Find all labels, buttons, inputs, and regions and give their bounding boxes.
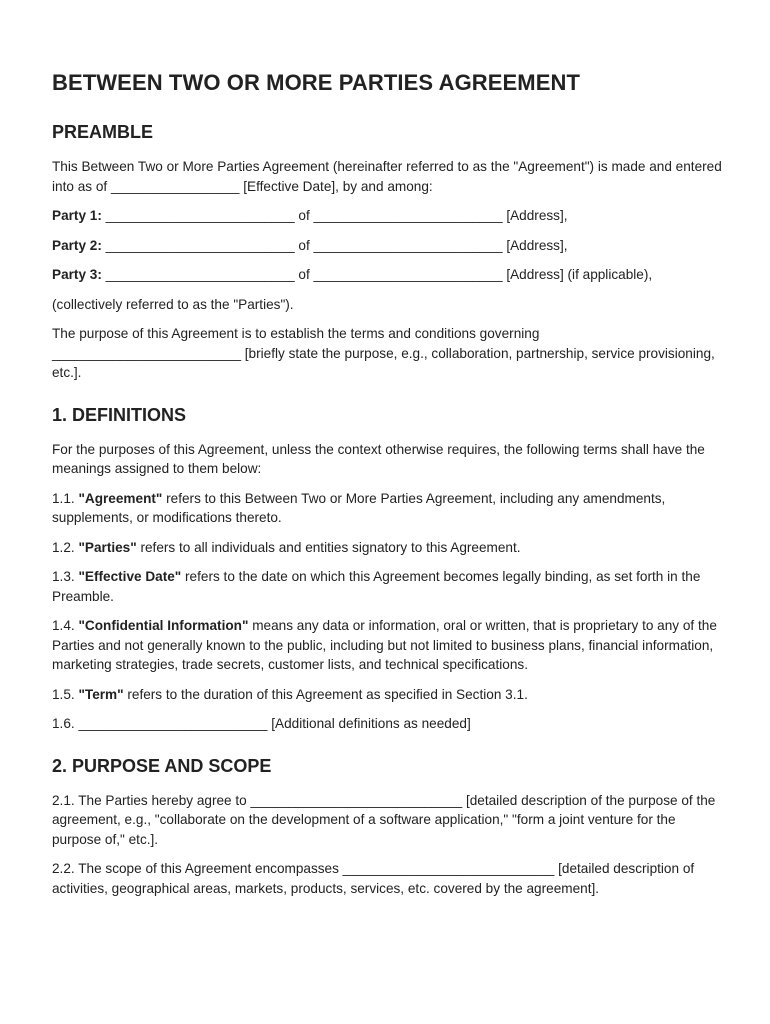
definition-1-4 — [52, 616, 722, 675]
definition-text: refers to all individuals and entities signatory to this Agreement. — [136, 539, 521, 555]
document-title: BETWEEN TWO OR MORE PARTIES AGREEMENT — [52, 70, 581, 95]
purpose-scope-heading: 2. PURPOSE AND SCOPE — [52, 755, 272, 776]
definition-1-3 — [52, 567, 722, 606]
definition-number: 1.3. — [52, 569, 79, 584]
definition-number: 1.5. — [52, 686, 79, 702]
clause-2-2: 2.2. The scope of this Agreement encompasses ____________________________ [detailed description of activities, geographical areas, markets, products, services, etc. covered by the agreement]. — [52, 861, 695, 896]
party-2-label: Party 2: — [52, 237, 102, 253]
definition-term: "Confidential Information" — [78, 618, 249, 633]
definition-number: 1.1. — [52, 490, 79, 506]
document-page — [52, 70, 722, 908]
definition-text: refers to the date on which this Agreement becomes legally binding, as set forth in the Preamble. — [52, 569, 701, 604]
definition-1-2 — [52, 538, 722, 558]
preamble-section — [52, 122, 722, 383]
collective-note: (collectively referred to as the "Parties"). — [52, 296, 294, 312]
party-1-line — [52, 206, 722, 226]
party-1-text: _________________________ of _________________________ [Address], — [101, 208, 568, 223]
preamble-heading: PREAMBLE — [52, 122, 154, 142]
definition-text: refers to this Between Two or More Parties Agreement, including any amendments, supplements, or modifications thereto. — [52, 490, 666, 525]
definition-term: "Parties" — [78, 539, 137, 555]
party-2-line — [52, 236, 722, 256]
definition-text: means any data or information, oral or written, that is proprietary to any of the Parties and not generally known to the public, including but not limited to business plans, financial information, marketing strategies, trade secrets, customer lists, and technical specifications. — [52, 618, 717, 672]
party-2-text: _________________________ of _________________________ [Address], — [101, 237, 568, 253]
definition-number: 1.4. — [52, 618, 79, 633]
party-3-label: Party 3: — [52, 267, 102, 282]
clause-2-1: 2.1. The Parties hereby agree to ____________________________ [detailed description of the purpose of the agreement, e.g., "collaborate on the development of a software application," "form a joint venture for the purpose of," etc.]. — [52, 792, 716, 847]
definition-term: "Term" — [78, 686, 124, 702]
purpose-statement: The purpose of this Agreement is to establish the terms and conditions governing _________________________ [briefly state the purpose, e.g., collaboration, partnership, service provisioning, etc.]. — [52, 326, 715, 380]
preamble-intro: This Between Two or More Parties Agreement (hereinafter referred to as the "Agreement") is made and entered into as of _________________ [Effective Date], by and among: — [52, 159, 722, 194]
party-3-line — [52, 265, 722, 285]
definition-number: 1.2. — [52, 539, 79, 555]
definitions-section — [52, 405, 722, 734]
definition-text: refers to the duration of this Agreement as specified in Section 3.1. — [123, 686, 528, 702]
definitions-intro: For the purposes of this Agreement, unless the context otherwise requires, the following terms shall have the meanings assigned to them below: — [52, 441, 705, 476]
party-1-label: Party 1: — [52, 208, 102, 223]
definition-1-6: 1.6. _________________________ [Additional definitions as needed] — [52, 716, 471, 731]
definitions-heading: 1. DEFINITIONS — [52, 404, 187, 425]
definition-term: "Agreement" — [78, 490, 163, 506]
purpose-scope-section — [52, 756, 722, 899]
definition-1-5 — [52, 685, 722, 705]
definition-term: "Effective Date" — [78, 569, 182, 584]
definition-1-1 — [52, 489, 722, 528]
party-3-text: _________________________ of _________________________ [Address] (if applicable), — [101, 267, 653, 282]
